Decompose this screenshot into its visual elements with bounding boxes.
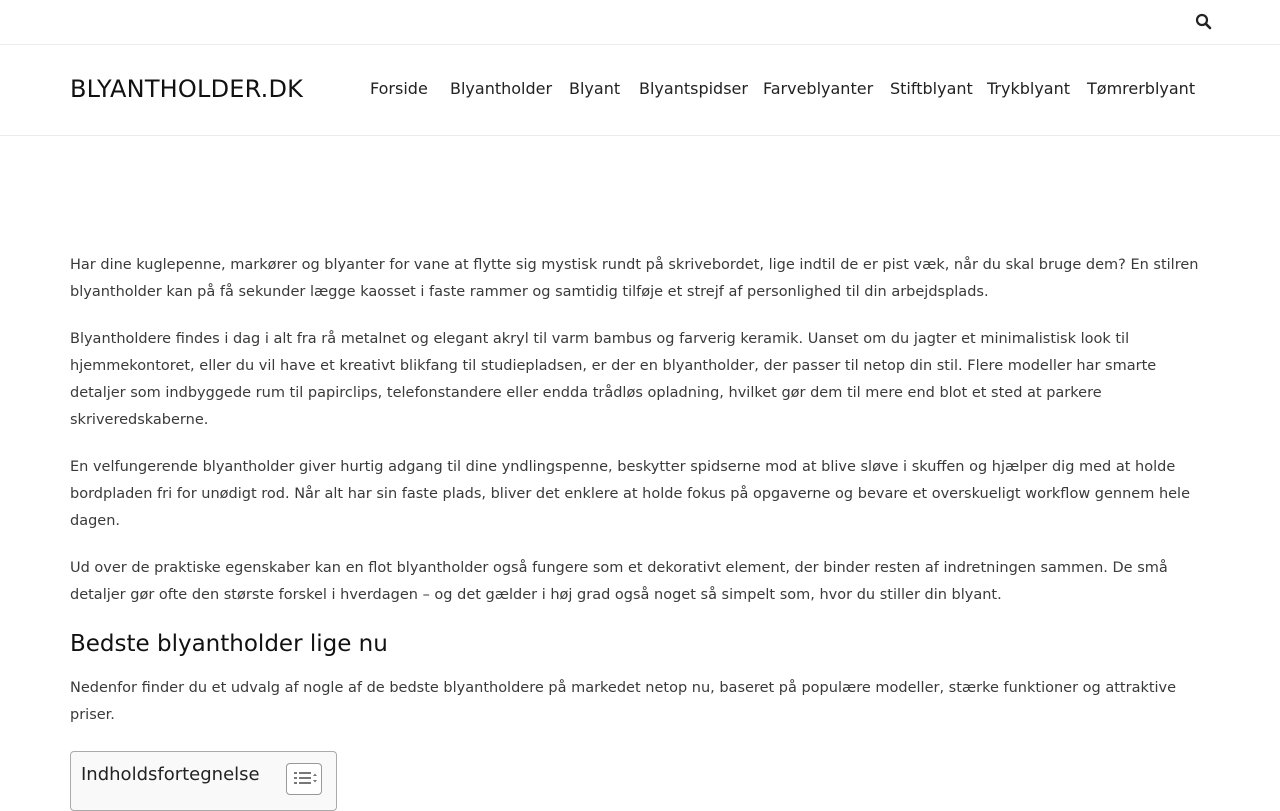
article-paragraph-3: En velfungerende blyantholder giver hurtig adgang til dine yndlingspenne, beskytter spidserne mod at blive sløve i skuffen og hjælper dig med at holde bordpladen fri for unødigt rod. Når alt har sin faste plads, bliver det enklere at holde fokus på opgaverne og bevare et overskueligt workflow gennem hele dagen.	[70, 459, 1191, 529]
article-paragraph-2: Blyantholdere findes i dag i alt fra rå metalnet og elegant akryl til varm bambus og farverig keramik. Uanset om du jagter et minimalistisk look til hjemmekontoret, eller du vil have et kreativt blikfang til studiepladsen, er der en blyantholder, der passer til netop din stil. Flere modeller har smarte detaljer som indbyggede rum til papirclips, telefonstandere eller endda trådløs opladning, hvilket gør dem til mere end blot et sted at parkere skriveredskaberne.	[70, 331, 1157, 428]
nav-item-trykblyant[interactable]: Trykblyant	[987, 79, 1071, 98]
article-content	[70, 252, 1210, 749]
top-bar	[0, 0, 1280, 45]
toc-toggle-button[interactable]	[286, 763, 322, 795]
article-paragraph-1: Har dine kuglepenne, markører og blyanter for vane at flytte sig mystisk rundt på skrivebordet, lige indtil de er pist væk, når du skal bruge dem? En stilren blyantholder kan på få sekunder lægge kaosset i faste rammer og samtidig tilføje et strejf af personlighed til din arbejdsplads.	[70, 257, 1199, 300]
toc-title: Indholdsfortegnelse	[81, 764, 260, 785]
nav-item-stiftblyant[interactable]: Stiftblyant	[890, 79, 973, 98]
nav-item-tomrerblyant[interactable]: Tømrerblyant	[1087, 79, 1196, 98]
nav-item-blyantholder[interactable]: Blyantholder	[450, 79, 553, 98]
nav-item-blyant[interactable]: Blyant	[569, 79, 621, 98]
article-paragraph-5: Nedenfor finder du et udvalg af nogle af de bedste blyantholdere på markedet netop nu, baseret på populære modeller, stærke funktioner og attraktive priser.	[70, 680, 1177, 723]
site-logo[interactable]: BLYANTHOLDER.DK	[70, 75, 304, 103]
list-toggle-icon	[287, 764, 321, 794]
nav-item-farveblyanter[interactable]: Farveblyanter	[763, 79, 874, 98]
nav-item-blyantspidser[interactable]: Blyantspidser	[639, 79, 748, 98]
nav-item-forside[interactable]: Forside	[370, 79, 428, 98]
site-header	[0, 45, 1280, 136]
search-icon-graphic	[1194, 12, 1214, 32]
main-nav	[0, 79, 1280, 101]
section-heading: Bedste blyantholder lige nu	[70, 631, 388, 657]
search-icon[interactable]	[1194, 12, 1214, 32]
article-paragraph-4: Ud over de praktiske egenskaber kan en flot blyantholder også fungere som et dekorativt element, der binder resten af indretningen sammen. De små detaljer gør ofte den største forskel i hverdagen – og det gælder i høj grad også noget så simpelt som, hvor du stiller din blyant.	[70, 560, 1168, 603]
table-of-contents	[70, 751, 337, 811]
